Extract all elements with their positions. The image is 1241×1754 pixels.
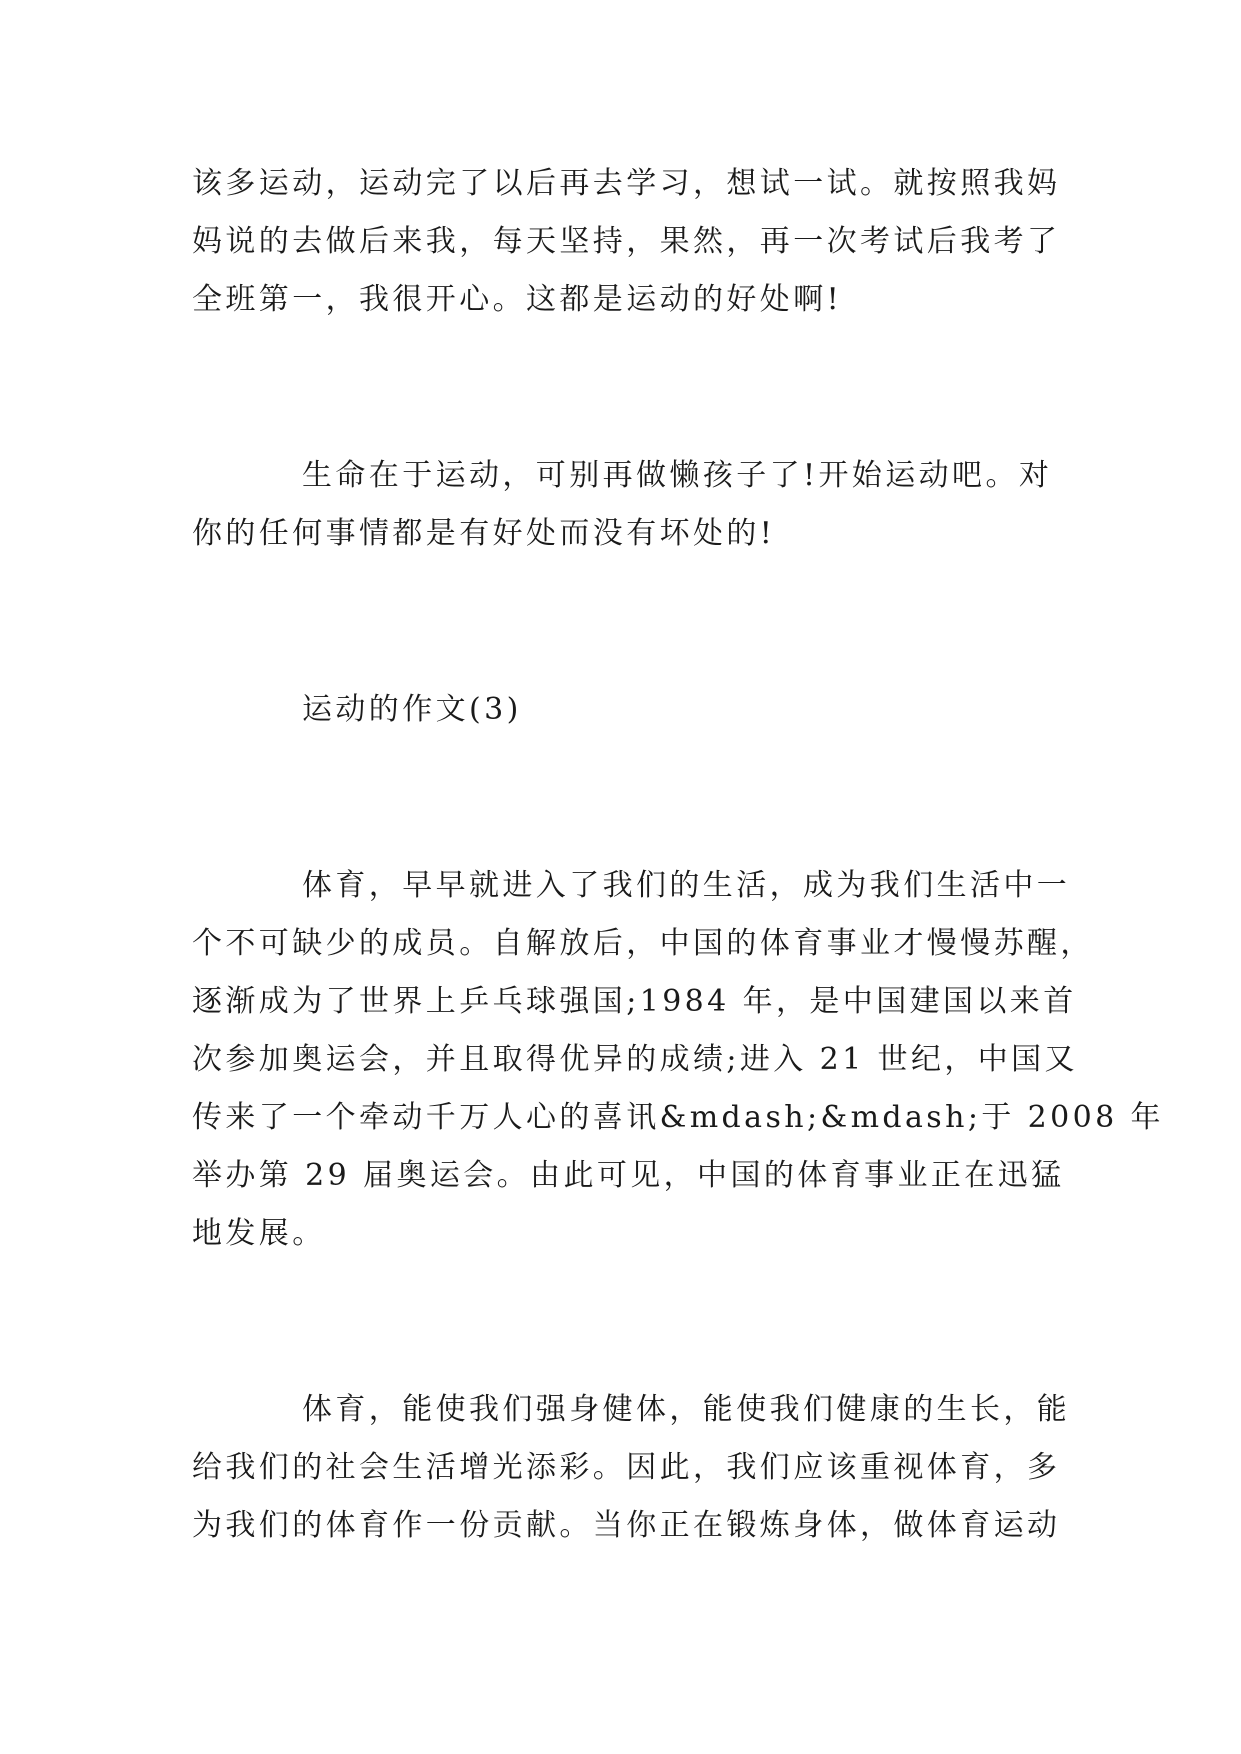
paragraph-2-line-2: 你的任何事情都是有好处而没有坏处的!	[192, 516, 776, 551]
paragraph-3-line-6: 举办第 29 届奥运会。由此可见，中国的体育事业正在迅猛	[192, 1158, 1065, 1193]
paragraph-4-line-1: 体育，能使我们强身健体，能使我们健康的生长，能	[302, 1392, 1071, 1427]
paragraph-3-line-5: 传来了一个牵动千万人心的喜讯&mdash;&mdash;于 2008 年	[192, 1100, 1164, 1135]
paragraph-1-line-3: 全班第一，我很开心。这都是运动的好处啊!	[192, 282, 843, 317]
paragraph-3-line-7: 地发展。	[192, 1216, 326, 1251]
paragraph-2-line-1: 生命在于运动，可别再做懒孩子了!开始运动吧。对	[302, 458, 1053, 493]
paragraph-4-line-3: 为我们的体育作一份贡献。当你正在锻炼身体，做体育运动	[192, 1508, 1061, 1543]
paragraph-3-line-1: 体育，早早就进入了我们的生活，成为我们生活中一	[302, 868, 1071, 903]
section-heading: 运动的作文(3)	[302, 692, 522, 727]
paragraph-1-line-1: 该多运动，运动完了以后再去学习，想试一试。就按照我妈	[192, 166, 1061, 201]
paragraph-4-line-2: 给我们的社会生活增光添彩。因此，我们应该重视体育，多	[192, 1450, 1061, 1485]
paragraph-3-line-4: 次参加奥运会，并且取得优异的成绩;进入 21 世纪，中国又	[192, 1042, 1078, 1077]
paragraph-3-line-2: 个不可缺少的成员。自解放后，中国的体育事业才慢慢苏醒，	[192, 926, 1094, 961]
paragraph-3-line-3: 逐渐成为了世界上乒乓球强国;1984 年，是中国建国以来首	[192, 984, 1077, 1019]
paragraph-1-line-2: 妈说的去做后来我，每天坚持，果然，再一次考试后我考了	[192, 224, 1061, 259]
